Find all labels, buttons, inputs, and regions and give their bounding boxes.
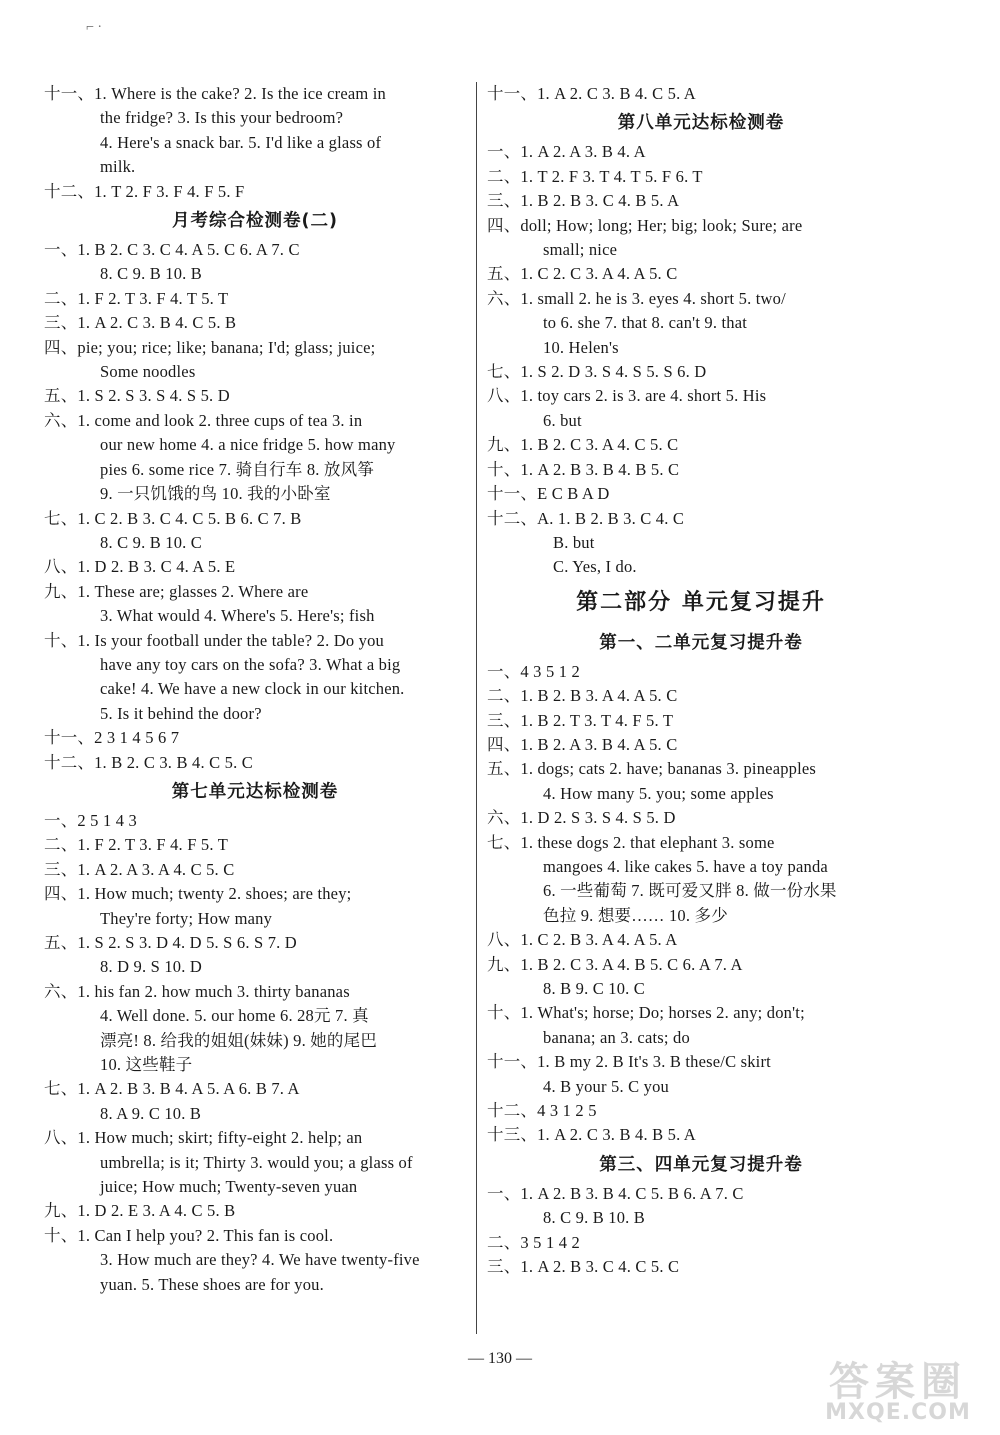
answer-line: 五、1. C 2. C 3. A 4. A 5. C: [487, 264, 678, 284]
answer-line: 四、1. How much; twenty 2. shoes; are they;: [44, 884, 352, 904]
answer-line: 8. C 9. B 10. B: [543, 1208, 646, 1228]
answer-line: 4. How many 5. you; some apples: [543, 783, 774, 803]
answer-line: 二、1. T 2. F 3. T 4. T 5. F 6. T: [487, 166, 703, 186]
answer-line: umbrella; is it; Thirty 3. would you; a glass of: [100, 1152, 413, 1172]
answer-line: 三、1. B 2. B 3. C 4. B 5. A: [487, 191, 680, 211]
right-column: [487, 82, 915, 1279]
answer-line: 三、1. A 2. B 3. C 4. C 5. C: [487, 1257, 680, 1277]
answer-line: 九、1. D 2. E 3. A 4. C 5. B: [44, 1201, 236, 1221]
answer-line: 二、1. F 2. T 3. F 4. F 5. T: [44, 835, 228, 855]
answer-line: 一、2 5 1 4 3: [44, 810, 137, 830]
column-divider: [476, 82, 477, 1334]
answer-line: They're forty; How many: [100, 908, 273, 928]
answer-line: 十二、1. B 2. C 3. B 4. C 5. C: [44, 752, 253, 772]
answer-line: 十二、1. T 2. F 3. F 4. F 5. F: [44, 181, 245, 201]
answer-line: 九、1. B 2. C 3. A 4. B 5. C 6. A 7. A: [487, 954, 743, 974]
answer-line: 三、1. A 2. A 3. A 4. C 5. C: [44, 859, 235, 879]
watermark-text: 答案圈: [829, 1359, 967, 1405]
part-heading: 第二部分 单元复习提升: [576, 589, 826, 615]
answer-line: 二、1. B 2. B 3. A 4. A 5. C: [487, 686, 678, 706]
answer-line: 十三、1. A 2. C 3. B 4. B 5. A: [487, 1125, 696, 1145]
answer-line: 八、1. C 2. B 3. A 4. A 5. A: [487, 930, 678, 950]
answer-line: 六、1. come and look 2. three cups of tea 3. in: [44, 410, 363, 430]
answer-line: 八、1. D 2. B 3. C 4. A 5. E: [44, 557, 236, 577]
answer-line: juice; How much; Twenty-seven yuan: [100, 1177, 358, 1197]
section-heading: 月考综合检测卷(二): [172, 211, 338, 232]
watermark-logo: [808, 1350, 988, 1430]
answer-line: 9. 一只饥饿的鸟 10. 我的小卧室: [100, 484, 331, 504]
answer-line: 六、1. small 2. he is 3. eyes 4. short 5. two/: [487, 288, 786, 308]
answer-line: 十、1. What's; horse; Do; horses 2. any; don't;: [487, 1003, 805, 1023]
answer-line: 四、pie; you; rice; like; banana; I'd; glass; juice;: [44, 337, 376, 357]
answer-line: 一、1. A 2. A 3. B 4. A: [487, 142, 646, 162]
answer-line: 3. What would 4. Where's 5. Here's; fish: [100, 606, 375, 626]
answer-line: 8. A 9. C 10. B: [100, 1103, 202, 1123]
answer-line: 8. C 9. B 10. B: [100, 264, 203, 284]
answer-line: 九、1. These are; glasses 2. Where are: [44, 581, 309, 601]
answer-line: to 6. she 7. that 8. can't 9. that: [543, 313, 748, 333]
answer-line: 五、1. S 2. S 3. D 4. D 5. S 6. S 7. D: [44, 933, 297, 952]
answer-line: 三、1. B 2. T 3. T 4. F 5. T: [487, 710, 674, 730]
answer-line: our new home 4. a nice fridge 5. how many: [100, 435, 396, 455]
answer-line: milk.: [100, 157, 136, 177]
answer-line: 10. 这些鞋子: [100, 1055, 193, 1075]
answer-line: the fridge? 3. Is this your bedroom?: [100, 108, 344, 128]
answer-line: 六、1. his fan 2. how much 3. thirty bananas: [44, 981, 350, 1001]
answer-line: 4. B your 5. C you: [543, 1076, 669, 1096]
answer-line: 漂亮! 8. 给我的姐姐(妹妹) 9. 她的尾巴: [100, 1030, 378, 1050]
answer-line: 五、1. S 2. S 3. S 4. S 5. D: [44, 386, 230, 406]
section-heading: 第三、四单元复习提升卷: [599, 1154, 803, 1175]
answer-line: 一、1. A 2. B 3. B 4. C 5. B 6. A 7. C: [487, 1183, 744, 1203]
answer-line: 一、4 3 5 1 2: [487, 661, 580, 681]
answer-line: 十一、E C B A D: [487, 484, 610, 504]
answer-line: banana; an 3. cats; do: [543, 1027, 690, 1047]
answer-line: 8. B 9. C 10. C: [543, 979, 646, 998]
answer-line: cake! 4. We have a new clock in our kitchen.: [100, 679, 405, 699]
answer-line: 七、1. C 2. B 3. C 4. C 5. B 6. C 7. B: [44, 508, 302, 528]
answer-line: 4. Here's a snack bar. 5. I'd like a glass of: [100, 132, 382, 152]
answer-line: 三、1. A 2. C 3. B 4. C 5. B: [44, 313, 237, 333]
answer-line: 十一、1. A 2. C 3. B 4. C 5. A: [487, 84, 696, 103]
answer-line: 四、doll; How; long; Her; big; look; Sure; are: [487, 215, 803, 235]
answer-line: 一、1. B 2. C 3. C 4. A 5. C 6. A 7. C: [44, 240, 300, 260]
section-heading: 第七单元达标检测卷: [171, 781, 339, 802]
answer-line: pies 6. some rice 7. 骑自行车 8. 放风筝: [100, 459, 375, 479]
answer-line: 8. C 9. B 10. C: [100, 532, 203, 552]
answer-line: 十二、4 3 1 2 5: [487, 1101, 597, 1121]
answer-line: 十一、1. Where is the cake? 2. Is the ice cream in: [44, 84, 387, 103]
answer-line: Some noodles: [100, 362, 196, 382]
answer-line: 二、3 5 1 4 2: [487, 1232, 580, 1252]
answer-line: 色拉 9. 想要…… 10. 多少: [543, 905, 728, 925]
answer-line: 8. D 9. S 10. D: [100, 957, 203, 977]
answer-line: 十一、1. B my 2. B It's 3. B these/C skirt: [487, 1052, 771, 1072]
answer-line: 九、1. B 2. C 3. A 4. C 5. C: [487, 435, 679, 455]
answer-line: 5. Is it behind the door?: [100, 703, 262, 723]
section-heading: 第八单元达标检测卷: [617, 113, 785, 134]
answer-line: 五、1. dogs; cats 2. have; bananas 3. pineapples: [487, 759, 817, 779]
answer-line: 10. Helen's: [543, 337, 619, 357]
answer-line: 七、1. these dogs 2. that elephant 3. some: [487, 832, 775, 852]
answer-line: 6. but: [543, 410, 582, 430]
watermark-url: MXQE.COM: [825, 1400, 971, 1425]
answer-line: 八、1. toy cars 2. is 3. are 4. short 5. His: [487, 386, 767, 406]
section-heading: 第一、二单元复习提升卷: [599, 632, 803, 653]
answer-line: small; nice: [543, 240, 618, 260]
answer-line: B. but: [553, 532, 595, 552]
answer-line: 十、1. A 2. B 3. B 4. B 5. C: [487, 459, 680, 479]
answer-line: 十、1. Is your football under the table? 2. Do you: [44, 630, 384, 650]
answer-line: yuan. 5. These shoes are for you.: [100, 1274, 324, 1294]
answer-line: 二、1. F 2. T 3. F 4. T 5. T: [44, 288, 229, 308]
answer-line: 四、1. B 2. A 3. B 4. A 5. C: [487, 734, 678, 754]
answer-line: 八、1. How much; skirt; fifty-eight 2. help; an: [44, 1128, 363, 1148]
left-column: [44, 82, 466, 1297]
answer-line: 十二、A. 1. B 2. B 3. C 4. C: [487, 508, 685, 528]
answer-line: 4. Well done. 5. our home 6. 28元 7. 真: [100, 1006, 369, 1026]
answer-line: C. Yes, I do.: [553, 557, 637, 577]
answer-line: 十一、2 3 1 4 5 6 7: [44, 728, 180, 748]
answer-line: mangoes 4. like cakes 5. have a toy panda: [543, 856, 828, 876]
scan-mark: ⌐ ·: [86, 20, 103, 35]
answer-line: 十、1. Can I help you? 2. This fan is cool.: [44, 1225, 334, 1245]
answer-line: 3. How much are they? 4. We have twenty-five: [100, 1250, 420, 1270]
answer-line: 6. 一些葡萄 7. 既可爱又胖 8. 做一份水果: [543, 881, 837, 901]
answer-line: have any toy cars on the sofa? 3. What a big: [100, 654, 401, 674]
page-number: — 130 —: [468, 1350, 532, 1367]
answer-line: 七、1. S 2. D 3. S 4. S 5. S 6. D: [487, 362, 707, 382]
answer-line: 六、1. D 2. S 3. S 4. S 5. D: [487, 808, 676, 828]
answer-line: 七、1. A 2. B 3. B 4. A 5. A 6. B 7. A: [44, 1079, 300, 1099]
